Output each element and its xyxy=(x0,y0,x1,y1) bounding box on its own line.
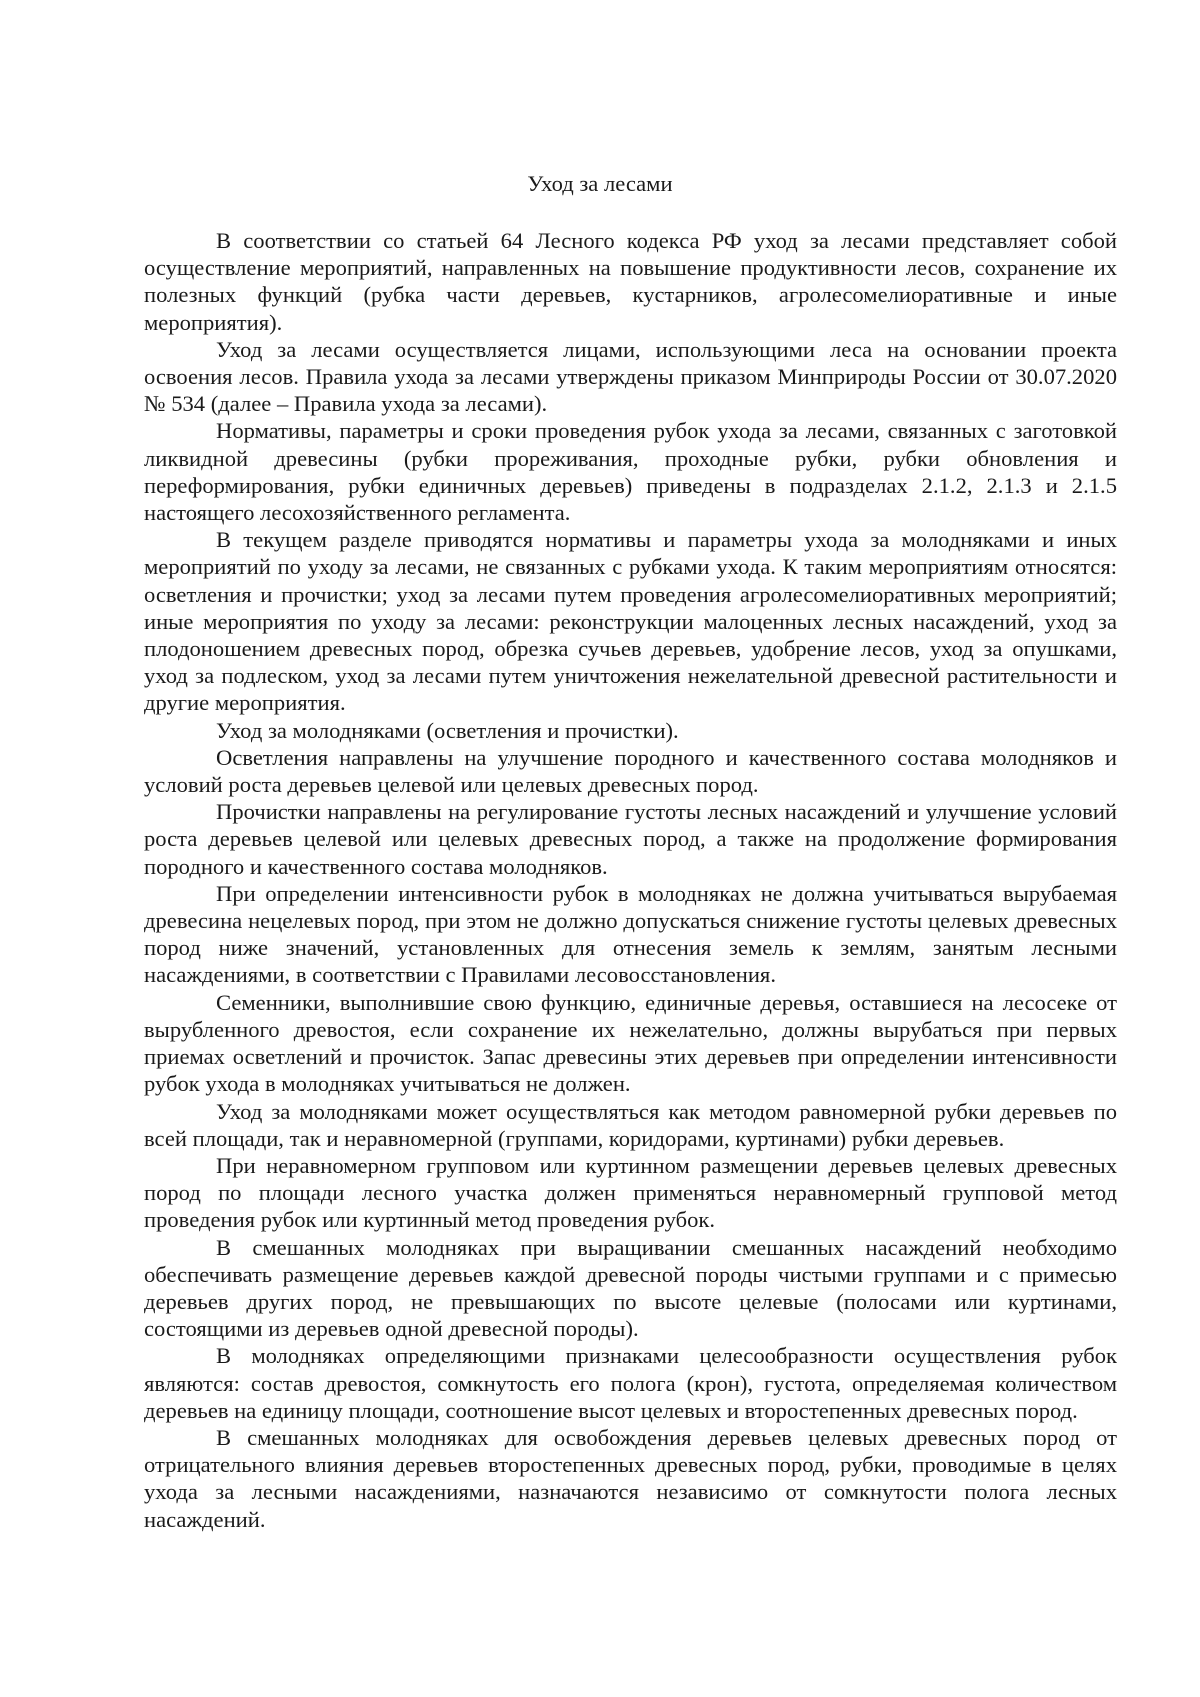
paragraph-1: В соответствии со статьей 64 Лесного кодекса РФ уход за лесами представляет собой осуществление мероприятий, направленных на повышение продуктивности лесов, сохранение их полезных функций (рубка части деревьев, кустарников, агролесомелиоративные и иные мероприятия). xyxy=(144,228,1117,335)
paragraph-14: В смешанных молодняках для освобождения деревьев целевых древесных пород от отрицательного влияния деревьев второстепенных древесных пород, рубки, проводимые в целях ухода за лесными насаждениями, назначаются независимо от сомкнутости полога лесных насаждений. xyxy=(144,1424,1117,1532)
paragraph-12: В смешанных молодняках при выращивании смешанных насаждений необходимо обеспечивать размещение деревьев каждой древесной породы чистыми группами и с примесью деревьев других пород, не превышающих по высоте целевые (полосами или куртинами, состоящими из деревьев одной древесной породы). xyxy=(144,1234,1117,1342)
paragraph-7: Прочистки направлены на регулирование густоты лесных насаждений и улучшение условий роста деревьев целевой или целевых древесных пород, а также на продолжение формирования породного и качественного состава молодняков. xyxy=(144,799,1117,879)
paragraph-4: В текущем разделе приводятся нормативы и параметры ухода за молодняками и иных мероприятий по уходу за лесами, не связанных с рубками ухода. К таким мероприятиям относятся: осветления и прочистки; уход за лесами путем проведения агролесомелиоративных мероприятий; иные мероприятия по уходу за лесами: реконструкции малоценных лесных насаждений, уход за плодоношением древесных пород, обрезка сучьев деревьев, удобрение лесов, уход за опушками, уход за подлеском, уход за лесами путем уничтожения нежелательной древесной растительности и другие мероприятия. xyxy=(144,527,1117,716)
paragraph-9: Семенники, выполнившие свою функцию, единичные деревья, оставшиеся на лесосеке от вырубленного древостоя, если сохранение их нежелательно, должны вырубаться при первых приемах осветлений и прочисток. Запас древесины этих деревьев при определении интенсивности рубок ухода в молодняках учитываться не должен. xyxy=(144,989,1117,1097)
paragraph-2: Уход за лесами осуществляется лицами, использующими леса на основании проекта освоения лесов. Правила ухода за лесами утверждены приказом Минприроды России от 30.07.2020 № 534 (далее – Правила ухода за лесами). xyxy=(144,336,1117,417)
document-title: Уход за лесами xyxy=(527,171,673,196)
paragraph-6: Осветления направлены на улучшение породного и качественного состава молодняков и условий роста деревьев целевой или целевых древесных пород. xyxy=(144,744,1117,798)
document-body xyxy=(144,227,1117,1533)
paragraph-13: В молодняках определяющими признаками целесообразности осуществления рубок являются: состав древостоя, сомкнутость его полога (крон), густота, определяемая количеством деревьев на единицу площади, соотношение высот целевых и второстепенных древесных пород. xyxy=(144,1343,1117,1423)
paragraph-5: Уход за молодняками (осветления и прочистки). xyxy=(216,717,679,743)
paragraph-11: При неравномерном групповом или куртинном размещении деревьев целевых древесных пород по площади лесного участка должен применяться неравномерный групповой метод проведения рубок или куртинный метод проведения рубок. xyxy=(144,1152,1117,1233)
paragraph-8: При определении интенсивности рубок в молодняках не должна учитываться вырубаемая древесина нецелевых пород, при этом не должно допускаться снижение густоты целевых древесных пород ниже значений, установленных для отнесения земель к землям, занятым лесными насаждениями, в соответствии с Правилами лесовосстановления. xyxy=(144,880,1117,988)
paragraph-3: Нормативы, параметры и сроки проведения рубок ухода за лесами, связанных с заготовкой ликвидной древесины (рубки прореживания, проходные рубки, рубки обновления и переформирования, рубки единичных деревьев) приведены в подразделах 2.1.2, 2.1.3 и 2.1.5 настоящего лесохозяйственного регламента. xyxy=(144,418,1117,526)
paragraph-10: Уход за молодняками может осуществляться как методом равномерной рубки деревьев по всей площади, так и неравномерной (группами, коридорами, куртинами) рубки деревьев. xyxy=(144,1098,1117,1151)
